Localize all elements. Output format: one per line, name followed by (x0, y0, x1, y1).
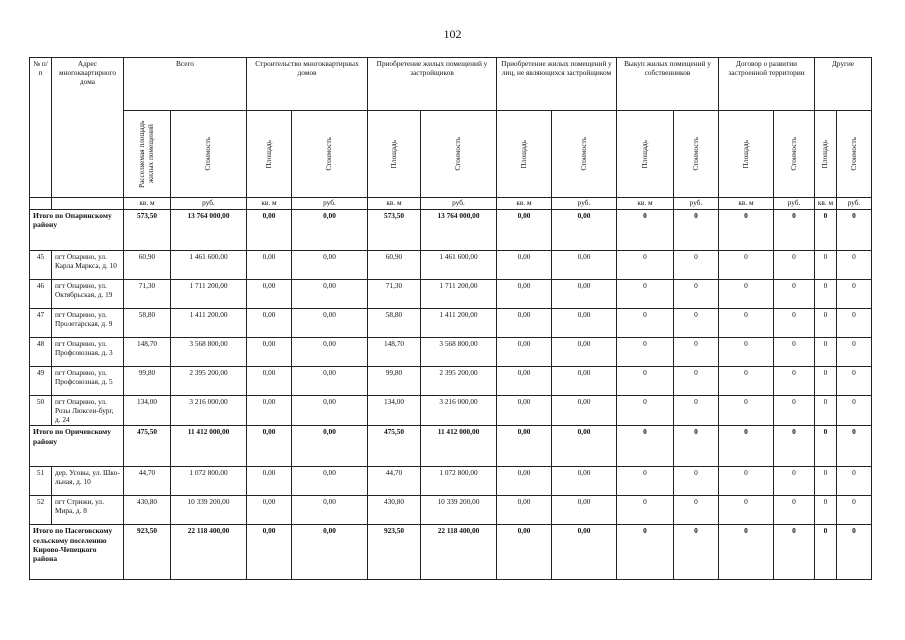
value-cell: 0 (674, 367, 719, 396)
value-cell: 0,00 (247, 525, 292, 580)
row-address: дер. Усовы, ул. Шко-льная, д. 10 (52, 467, 124, 496)
row-num: 49 (30, 367, 52, 396)
units-blank (30, 198, 52, 210)
value-cell: 0 (617, 525, 674, 580)
value-cell: 3 216 000,00 (171, 396, 247, 426)
value-cell: 0 (617, 210, 674, 251)
value-cell: 0 (719, 496, 774, 525)
value-cell: 0 (674, 396, 719, 426)
value-cell: 0,00 (552, 467, 617, 496)
value-cell: 0 (837, 367, 872, 396)
row-num: 50 (30, 396, 52, 426)
value-cell: 0,00 (247, 496, 292, 525)
value-cell: 1 711 200,00 (171, 280, 247, 309)
unit-cell: руб. (837, 198, 872, 210)
value-cell: 0,00 (552, 251, 617, 280)
subheader-cell (617, 111, 674, 198)
value-cell: 0 (837, 338, 872, 367)
value-cell: 0 (674, 280, 719, 309)
subheader-label: Площадь (820, 139, 830, 169)
value-cell: 0 (617, 496, 674, 525)
total-label: Итого по Оричевскому району (30, 426, 124, 467)
value-cell: 430,80 (124, 496, 171, 525)
value-cell: 0 (674, 309, 719, 338)
value-cell: 99,80 (124, 367, 171, 396)
unit-cell: кв. м (247, 198, 292, 210)
unit-cell: кв. м (497, 198, 552, 210)
subheader-label: Стоимость (690, 137, 700, 171)
value-cell: 58,80 (368, 309, 421, 338)
value-cell: 0 (774, 396, 815, 426)
value-cell: 0 (674, 426, 719, 467)
value-cell: 0 (719, 525, 774, 580)
value-cell: 0 (774, 496, 815, 525)
value-cell: 0 (774, 280, 815, 309)
value-cell: 0,00 (247, 396, 292, 426)
row-num: 46 (30, 280, 52, 309)
table-row (30, 251, 872, 280)
value-cell: 0 (719, 251, 774, 280)
unit-cell: руб. (674, 198, 719, 210)
value-cell: 44,70 (124, 467, 171, 496)
value-cell: 0 (774, 426, 815, 467)
value-cell: 923,50 (124, 525, 171, 580)
value-cell: 0,00 (247, 251, 292, 280)
value-cell: 573,50 (124, 210, 171, 251)
subheader-cell (124, 111, 171, 198)
unit-cell: руб. (774, 198, 815, 210)
value-cell: 0 (774, 251, 815, 280)
value-cell: 0 (617, 338, 674, 367)
value-cell: 0,00 (292, 467, 368, 496)
value-cell: 0 (774, 467, 815, 496)
value-cell: 0,00 (292, 496, 368, 525)
value-cell: 0 (617, 280, 674, 309)
value-cell: 3 216 000,00 (421, 396, 497, 426)
subheader-label: Стоимость (324, 137, 334, 171)
value-cell: 0,00 (552, 338, 617, 367)
value-cell: 22 118 400,00 (421, 525, 497, 580)
unit-cell: кв. м (368, 198, 421, 210)
value-cell: 0 (674, 210, 719, 251)
value-cell: 0,00 (292, 396, 368, 426)
value-cell: 0 (837, 210, 872, 251)
header-num: № п/п (30, 58, 52, 198)
subheader-cell (171, 111, 247, 198)
subheader-cell (815, 111, 837, 198)
subheader-label: Стоимость (848, 137, 858, 171)
subheader-label: Стоимость (788, 137, 798, 171)
table-row (30, 367, 872, 396)
table-row (30, 396, 872, 426)
row-address: пгт Опарино, ул. Профсоюзная, д. 5 (52, 367, 124, 396)
value-cell: 923,50 (368, 525, 421, 580)
value-cell: 0 (719, 210, 774, 251)
value-cell: 0,00 (247, 210, 292, 251)
value-cell: 2 395 200,00 (421, 367, 497, 396)
header-group: Строительство многоквартирных домов (247, 58, 368, 111)
subheader-cell (497, 111, 552, 198)
value-cell: 0 (837, 525, 872, 580)
value-cell: 0 (815, 426, 837, 467)
value-cell: 0,00 (292, 280, 368, 309)
subheader-label: Площадь (388, 139, 398, 169)
row-num: 48 (30, 338, 52, 367)
value-cell: 0 (617, 396, 674, 426)
value-cell: 0,00 (292, 210, 368, 251)
total-label: Итого по Пасеговскому сельскому поселению Кирово-Чепецкого района (30, 525, 124, 580)
value-cell: 0 (719, 280, 774, 309)
value-cell: 0,00 (247, 426, 292, 467)
value-cell: 0 (674, 525, 719, 580)
value-cell: 1 711 200,00 (421, 280, 497, 309)
value-cell: 0,00 (247, 338, 292, 367)
value-cell: 0,00 (497, 309, 552, 338)
value-cell: 0 (837, 426, 872, 467)
unit-cell: руб. (171, 198, 247, 210)
table-row (30, 309, 872, 338)
subheader-label: Расселяемая площадь жилых помещений (137, 120, 155, 188)
unit-cell: кв. м (617, 198, 674, 210)
value-cell: 0 (719, 309, 774, 338)
subheader-cell (247, 111, 292, 198)
value-cell: 1 461 600,00 (421, 251, 497, 280)
value-cell: 1 072 800,00 (421, 467, 497, 496)
value-cell: 148,70 (124, 338, 171, 367)
value-cell: 0 (774, 210, 815, 251)
value-cell: 0,00 (552, 525, 617, 580)
value-cell: 0 (774, 309, 815, 338)
subheader-cell (421, 111, 497, 198)
row-address: пгт Стрижи, ул. Мира, д. 8 (52, 496, 124, 525)
value-cell: 13 764 000,00 (421, 210, 497, 251)
unit-cell: руб. (552, 198, 617, 210)
value-cell: 13 764 000,00 (171, 210, 247, 251)
value-cell: 0,00 (247, 280, 292, 309)
header-row-sub (30, 111, 872, 198)
row-num: 47 (30, 309, 52, 338)
value-cell: 0,00 (552, 496, 617, 525)
value-cell: 0 (719, 467, 774, 496)
value-cell: 0 (837, 467, 872, 496)
value-cell: 0 (815, 280, 837, 309)
value-cell: 0 (674, 338, 719, 367)
value-cell: 1 411 200,00 (171, 309, 247, 338)
value-cell: 0,00 (292, 309, 368, 338)
total-row (30, 426, 872, 467)
value-cell: 475,50 (124, 426, 171, 467)
value-cell: 0 (837, 280, 872, 309)
row-address: пгт Опарино, ул. Карла Маркса, д. 10 (52, 251, 124, 280)
value-cell: 0,00 (552, 426, 617, 467)
value-cell: 0 (617, 426, 674, 467)
value-cell: 0,00 (292, 426, 368, 467)
header-group: Приобретение жилых помещений у застройщиков (368, 58, 497, 111)
value-cell: 0 (815, 467, 837, 496)
value-cell: 0,00 (292, 367, 368, 396)
value-cell: 0,00 (497, 210, 552, 251)
value-cell: 0 (815, 338, 837, 367)
value-cell: 2 395 200,00 (171, 367, 247, 396)
subheader-cell (837, 111, 872, 198)
resettlement-table (29, 57, 872, 580)
subheader-cell (719, 111, 774, 198)
value-cell: 0,00 (552, 210, 617, 251)
value-cell: 0 (617, 309, 674, 338)
value-cell: 430,80 (368, 496, 421, 525)
value-cell: 10 339 200,00 (171, 496, 247, 525)
value-cell: 0 (815, 210, 837, 251)
row-num: 45 (30, 251, 52, 280)
value-cell: 0 (617, 251, 674, 280)
value-cell: 0,00 (497, 338, 552, 367)
value-cell: 0 (674, 467, 719, 496)
table-row (30, 338, 872, 367)
value-cell: 58,80 (124, 309, 171, 338)
value-cell: 148,70 (368, 338, 421, 367)
subheader-cell (552, 111, 617, 198)
value-cell: 0,00 (497, 251, 552, 280)
value-cell: 11 412 000,00 (421, 426, 497, 467)
value-cell: 0 (674, 496, 719, 525)
unit-cell: кв. м (815, 198, 837, 210)
subheader-cell (292, 111, 368, 198)
unit-cell: кв. м (719, 198, 774, 210)
unit-cell: кв. м (124, 198, 171, 210)
value-cell: 71,30 (368, 280, 421, 309)
value-cell: 0,00 (552, 309, 617, 338)
subheader-cell (368, 111, 421, 198)
value-cell: 0,00 (497, 467, 552, 496)
value-cell: 0 (719, 396, 774, 426)
value-cell: 0,00 (497, 280, 552, 309)
value-cell: 0 (617, 367, 674, 396)
header-group: Приобретение жилых помещений у лиц, не являющихся застройщиком (497, 58, 617, 111)
value-cell: 573,50 (368, 210, 421, 251)
value-cell: 0 (837, 396, 872, 426)
header-row-units (30, 198, 872, 210)
value-cell: 0 (837, 309, 872, 338)
value-cell: 1 411 200,00 (421, 309, 497, 338)
subheader-cell (774, 111, 815, 198)
table-row (30, 280, 872, 309)
header-group: Другие (815, 58, 872, 111)
header-address: Адрес многоквартирного дома (52, 58, 124, 198)
value-cell: 0,00 (247, 309, 292, 338)
subheader-label: Стоимость (578, 137, 588, 171)
value-cell: 0 (815, 396, 837, 426)
header-row-groups (30, 58, 872, 111)
value-cell: 0,00 (497, 426, 552, 467)
value-cell: 3 568 800,00 (171, 338, 247, 367)
value-cell: 0 (774, 338, 815, 367)
value-cell: 0,00 (292, 251, 368, 280)
subheader-label: Площадь (639, 139, 649, 169)
row-address: пгт Опарино, ул. Октябрьская, д. 19 (52, 280, 124, 309)
value-cell: 1 072 800,00 (171, 467, 247, 496)
value-cell: 0 (617, 467, 674, 496)
subheader-label: Стоимость (203, 137, 213, 171)
units-blank (52, 198, 124, 210)
value-cell: 0 (719, 338, 774, 367)
value-cell: 0 (815, 525, 837, 580)
value-cell: 134,00 (368, 396, 421, 426)
value-cell: 44,70 (368, 467, 421, 496)
value-cell: 99,80 (368, 367, 421, 396)
row-address: пгт Опарино, ул. Пролетарская, д. 9 (52, 309, 124, 338)
value-cell: 1 461 600,00 (171, 251, 247, 280)
value-cell: 0,00 (552, 280, 617, 309)
value-cell: 0,00 (497, 396, 552, 426)
value-cell: 22 118 400,00 (171, 525, 247, 580)
subheader-label: Площадь (518, 139, 528, 169)
total-row (30, 210, 872, 251)
value-cell: 0,00 (292, 338, 368, 367)
value-cell: 71,30 (124, 280, 171, 309)
value-cell: 0 (719, 426, 774, 467)
value-cell: 60,90 (124, 251, 171, 280)
table-row (30, 467, 872, 496)
row-num: 52 (30, 496, 52, 525)
value-cell: 0 (815, 367, 837, 396)
value-cell: 134,00 (124, 396, 171, 426)
value-cell: 0,00 (552, 367, 617, 396)
total-row (30, 525, 872, 580)
unit-cell: руб. (292, 198, 368, 210)
value-cell: 3 568 800,00 (421, 338, 497, 367)
total-label: Итого по Опаринскому району (30, 210, 124, 251)
value-cell: 0 (815, 496, 837, 525)
header-group: Выкуп жилых помещений у собственников (617, 58, 719, 111)
value-cell: 0,00 (247, 367, 292, 396)
value-cell: 0 (774, 367, 815, 396)
value-cell: 0,00 (497, 367, 552, 396)
row-address: пгт Опарино, ул. Профсоюзная, д. 3 (52, 338, 124, 367)
table-row (30, 496, 872, 525)
value-cell: 0 (774, 525, 815, 580)
subheader-label: Площадь (263, 139, 273, 169)
value-cell: 0,00 (292, 525, 368, 580)
value-cell: 0 (719, 367, 774, 396)
value-cell: 0 (837, 496, 872, 525)
value-cell: 60,90 (368, 251, 421, 280)
value-cell: 0,00 (247, 467, 292, 496)
subheader-label: Стоимость (453, 137, 463, 171)
row-address: пгт Опарино, ул. Розы Люксен-бург, д. 24 (52, 396, 124, 426)
page-number: 102 (443, 27, 462, 41)
value-cell: 0 (674, 251, 719, 280)
value-cell: 0,00 (497, 496, 552, 525)
value-cell: 475,50 (368, 426, 421, 467)
value-cell: 0 (815, 309, 837, 338)
unit-cell: руб. (421, 198, 497, 210)
value-cell: 10 339 200,00 (421, 496, 497, 525)
header-group: Договор о развитии застроенной территории (719, 58, 815, 111)
header-group: Всего (124, 58, 247, 111)
value-cell: 0 (837, 251, 872, 280)
value-cell: 0,00 (552, 396, 617, 426)
value-cell: 0 (815, 251, 837, 280)
row-num: 51 (30, 467, 52, 496)
subheader-label: Площадь (740, 139, 750, 169)
value-cell: 0,00 (497, 525, 552, 580)
subheader-cell (674, 111, 719, 198)
value-cell: 11 412 000,00 (171, 426, 247, 467)
